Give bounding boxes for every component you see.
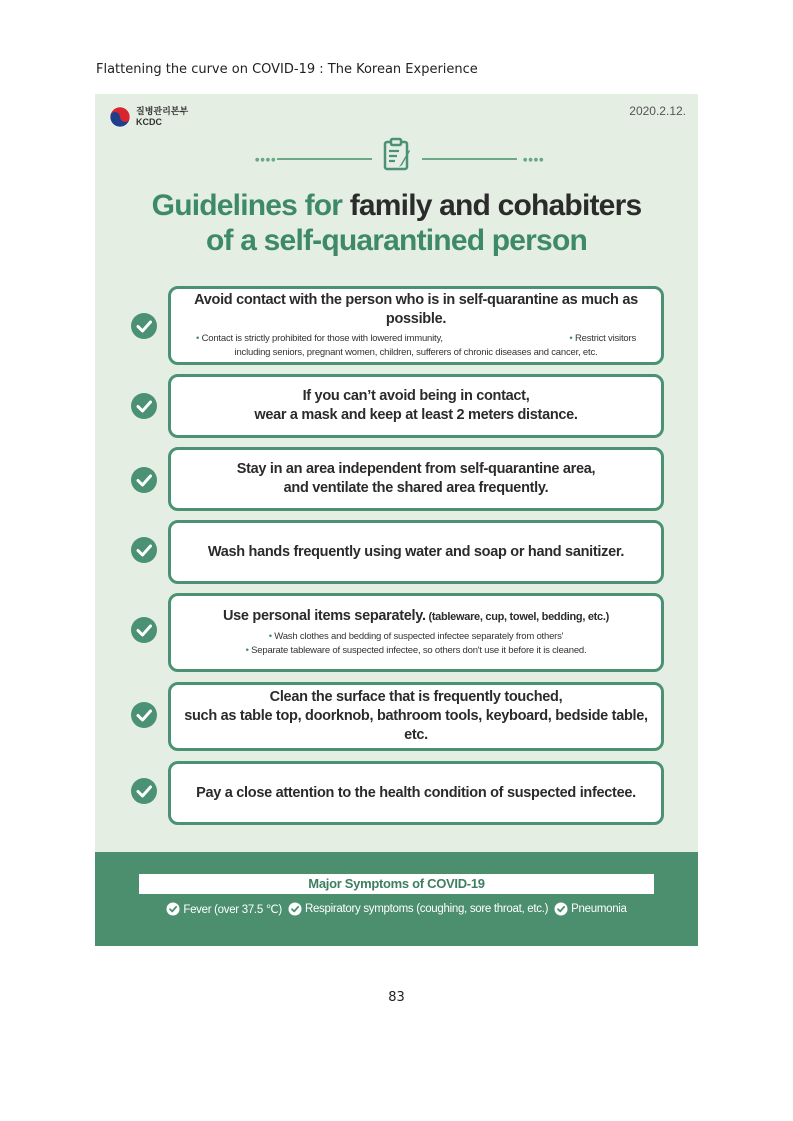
page-number: 83 <box>388 990 405 1005</box>
clipboard-icon <box>379 136 415 172</box>
poster-title <box>95 188 698 258</box>
guideline-4-line1: Wash hands frequently using water and soap or hand sanitizer. <box>207 543 625 560</box>
kcdc-emblem-icon <box>109 106 131 128</box>
symptoms-footer <box>95 852 698 946</box>
guideline-3-line2: and ventilate the shared area frequently. <box>283 480 549 496</box>
guideline-2-line2: wear a mask and keep at least 2 meters distance. <box>254 407 578 423</box>
symptom-pneumonia <box>554 902 626 916</box>
symptoms-heading: Major Symptoms of COVID-19 <box>139 874 654 894</box>
check-circle-icon <box>130 466 158 494</box>
divider-line-right <box>422 158 517 160</box>
guideline-5-suffix: (tableware, cup, towel, bedding, etc.) <box>425 611 609 623</box>
symptoms-list <box>95 902 698 916</box>
guideline-6-line2: such as table top, doorknob, bathroom tools, keyboard, bedside table, etc. <box>184 708 648 743</box>
title-part-1: Guidelines for <box>151 189 350 222</box>
guideline-box-2 <box>168 374 664 438</box>
guideline-box-5: Use personal items separately. (tableware, cup, towel, bedding, etc.) • Wash clothes and bedding of suspected infectee separately from others' • Separate tableware of suspected infectee, so others don't use it before it is cleaned. <box>168 593 664 672</box>
check-circle-icon <box>130 536 158 564</box>
poster-date: 2020.2.12. <box>629 104 686 118</box>
guideline-box-4 <box>168 520 664 584</box>
check-circle-icon <box>130 312 158 340</box>
guideline-5-main: Use personal items separately. <box>223 608 426 624</box>
guideline-3-line1: Stay in an area independent from self-quarantine area, <box>236 461 596 477</box>
symptom-fever-label: Fever (over 37.5 ℃) <box>183 904 282 916</box>
guideline-6-line1: Clean the surface that is frequently touched, <box>269 689 563 705</box>
guideline-box-3 <box>168 447 664 511</box>
symptom-respiratory <box>288 902 548 916</box>
check-circle-icon <box>554 902 568 916</box>
symptom-respiratory-label: Respiratory symptoms (coughing, sore throat, etc.) <box>304 903 549 915</box>
check-circle-icon <box>130 392 158 420</box>
logo-english-text: KCDC <box>136 117 162 127</box>
check-circle-icon <box>130 777 158 805</box>
guideline-1-sub-a: Contact is strictly prohibited for those with lowered immunity, <box>201 333 443 344</box>
guideline-5-sub-a: Wash clothes and bedding of suspected infectee separately from others' <box>274 631 564 642</box>
divider-line-left <box>277 158 372 160</box>
check-circle-icon <box>130 701 158 729</box>
check-circle-icon <box>166 902 180 916</box>
logo-korean-text: 질병관리본부 <box>136 106 189 116</box>
title-part-2: family and cohabiters <box>349 189 642 222</box>
symptom-fever <box>166 902 282 916</box>
divider-dots-left: ●●●● <box>255 157 277 163</box>
divider-dots-right: ●●●● <box>523 157 545 163</box>
guideline-box-7 <box>168 761 664 825</box>
guideline-5-sub-b: Separate tableware of suspected infectee, so others don't use it before it is cleaned. <box>251 645 587 656</box>
title-part-3: of a self-quarantined person <box>206 224 587 257</box>
check-circle-icon <box>130 616 158 644</box>
check-circle-icon <box>288 902 302 916</box>
title-divider <box>95 134 698 174</box>
guideline-1-sub-c: including seniors, pregnant women, children, sufferers of chronic diseases and cancer, etc. <box>234 347 598 358</box>
guideline-2-line1: If you can’t avoid being in contact, <box>302 388 530 404</box>
running-header: Flattening the curve on COVID-19 : The Korean Experience <box>96 62 478 77</box>
kcdc-logo <box>109 106 188 128</box>
guideline-box-6 <box>168 682 664 751</box>
guideline-1-main: Avoid contact with the person who is in self-quarantine as much as possible. <box>194 292 638 327</box>
guideline-1-sub-b: Restrict visitors <box>575 333 636 344</box>
guideline-box-1: Avoid contact with the person who is in self-quarantine as much as possible. • Contact is strictly prohibited for those with lowered immunity, • Restrict visitors including seniors, pregnant women, children, sufferers of chronic diseases and cancer, etc. <box>168 286 664 365</box>
guidelines-poster <box>95 94 698 946</box>
guideline-7-line1: Pay a close attention to the health condition of suspected infectee. <box>196 784 636 801</box>
symptom-pneumonia-label: Pneumonia <box>571 903 627 915</box>
